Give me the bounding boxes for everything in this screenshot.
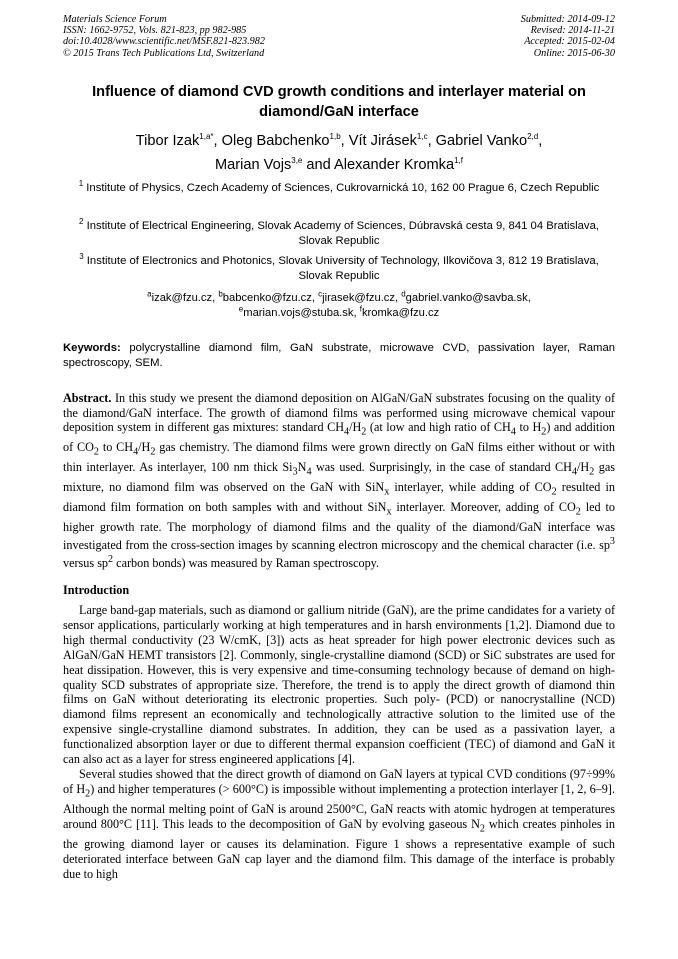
keywords-text: polycrystalline diamond film, GaN substrate, microwave CVD, passivation layer, Raman spectroscopy, SEM. [63, 342, 616, 369]
abstract-text: /H [138, 440, 151, 455]
author-name: Vít Jirásek [348, 133, 417, 149]
subscript: 2 [361, 426, 367, 438]
keywords-label: Keywords: [63, 342, 121, 354]
author-separator: and [302, 157, 335, 173]
email-mark: f [359, 303, 362, 313]
author-list [63, 129, 615, 177]
submitted-date: Submitted: 2014-09-12 [520, 14, 615, 25]
revised-date: Revised: 2014-11-21 [530, 25, 615, 37]
keywords [63, 341, 615, 370]
abstract-text: N [297, 460, 307, 475]
paragraph: Large band-gap materials, such as diamond or gallium nitride (GaN), are the prime candidates for a variety of sensor applications, particularly working at high temperatures and in harsh environments [1,2]. Diamond due to high thermal conductivity (23 W/cmK, [3]) acts as heat spreader for high power electronic devices such as AlGaN/GaN HEMT transistors [2]. Commonly, single-crystalline diamond (SCD) or SiC substrates are used for heat dissipation. However, this is very expensive and time-consuming technology because of demand on high-quality SCD substrates of appropriate size. Therefore, the trend is to apply the direct growth of diamond thin films on GaN without deteriorating its electronic properties. Such poly- (PCD) or nanocrystalline (NCD) diamond films represent an economically and technologically attractive solution to the limited use of the expensive single-crystalline diamond substrates. In addition, they can be used as a passivation layer, a functionalized absorption layer or due to different thermal expansion coefficient (TEC) of diamond and GaN it can also act as a layer for stress engineered applications [4]. [63, 603, 615, 767]
email-mark: d [401, 289, 406, 299]
doi-line: doi:10.4028/www.scientific.net/MSF.821-823.982 [63, 36, 265, 48]
author-name: Gabriel Vanko [435, 133, 528, 149]
author-name: Oleg Babchenko [221, 133, 330, 149]
publication-dates [521, 14, 615, 59]
affiliation-number: 2 [79, 217, 84, 227]
abstract [63, 391, 615, 570]
paragraph [63, 767, 615, 882]
section-heading-introduction: Introduction [63, 583, 130, 597]
subscript: 2 [150, 446, 156, 458]
subscript: 2 [541, 426, 547, 438]
paragraph-text: ) and higher temperatures (> 600°C) is impossible without implementing a protection interlayer [1, 2, 6–9]. Although the normal melting point of GaN is around 2500°C, GaN reacts with atomic hydrogen at temperatures around 800°C [11]. This leads to the decomposition of GaN by evolving gaseous N [63, 781, 615, 832]
affiliation-3 [63, 254, 615, 283]
abstract-text: gas mixture, no diamond film was observed on the GaN with SiN [63, 460, 615, 495]
abstract-text: to H [515, 420, 542, 435]
subscript: 4 [133, 446, 139, 458]
author-separator: , [340, 133, 349, 149]
email-link[interactable]: babcenko@fzu.cz [222, 292, 312, 304]
email-link[interactable]: jirasek@fzu.cz [322, 292, 395, 304]
online-date: Online: 2015-06-30 [533, 47, 615, 59]
subscript: 3 [292, 466, 298, 478]
affiliation-text: Institute of Electrical Engineering, Slovak Academy of Sciences, Dúbravská cesta 9, 841 04 Bratislava, Slovak Republic [86, 220, 599, 247]
author-affiliation-mark: 3,e [291, 156, 303, 166]
email-list: $^a$izak@fzu.cz, $^b$babcenko@fzu.cz, $^c$jirasek@fzu.cz, $^d$gabriel.vanko@savba.sk, $^e$marian.vojs@stuba.sk, $^f$kromka@fzu.cz [147, 289, 531, 319]
author-affiliation-mark: 1,b [329, 132, 341, 142]
abstract-text: led to higher growth rate. The morphology of diamond films and the quality of the diamond/GaN interface was investigated from the cross-section images by scanning electron microscopy and the chemical character (i.e. sp [63, 500, 615, 552]
author-name: Alexander Kromka [334, 157, 455, 173]
subscript: 4 [344, 426, 350, 438]
journal-name: Materials Science Forum [63, 14, 167, 25]
abstract-text: ) and addition of CO [63, 420, 615, 455]
abstract-text: interlayer, while adding of CO [389, 480, 552, 495]
issn-line: ISSN: 1662-9752, Vols. 821-823, pp 982-985 [63, 25, 247, 37]
email-mark: c [318, 289, 323, 299]
email-mark: e [238, 303, 244, 313]
abstract-label: Abstract. [63, 391, 112, 405]
email-mark: a [147, 289, 152, 299]
affiliation-number: 3 [79, 252, 84, 262]
author-affiliation-mark: 1,a* [199, 132, 214, 142]
paragraph-text: Several studies showed that the direct growth of diamond on GaN layers at typical CVD conditions (97÷99% of H [63, 766, 615, 796]
subscript: x [384, 486, 390, 498]
superscript: 3 [609, 535, 615, 547]
author-separator: , [538, 133, 543, 149]
abstract-text: /H [349, 420, 362, 435]
journal-info [63, 14, 265, 59]
affiliation-text: Institute of Electronics and Photonics, Slovak University of Technology, Ilkovičova 3, 812 19 Bratislava, Slovak Republic [86, 255, 599, 282]
abstract-text: In this study we present the diamond deposition on AlGaN/GaN substrates focusing on the quality of the diamond/GaN interface. The growth of diamond films was performed using microwave chemical vapour deposition system in different gas mixtures: standard CH [63, 391, 615, 435]
superscript: 2 [108, 553, 114, 565]
abstract-text: carbon bonds) was measured by Raman spectroscopy. [113, 555, 380, 570]
author-affiliation-mark: 1,c [416, 132, 428, 142]
paper-title: Influence of diamond CVD growth conditions and interlayer material on diamond/GaN interface [92, 84, 586, 120]
author-separator: , [213, 133, 222, 149]
subscript: 2 [589, 466, 595, 478]
abstract-text: was used. Surprisingly, in the case of standard CH [311, 460, 572, 475]
abstract-text: interlayer. Moreover, adding of CO [391, 500, 576, 515]
author-affiliation-mark: 2,d [527, 132, 539, 142]
abstract-text: /H [577, 460, 590, 475]
affiliation-2 [63, 219, 615, 248]
abstract-text: to CH [99, 440, 134, 455]
email-link[interactable]: kromka@fzu.cz [361, 306, 440, 319]
subscript: 2 [93, 446, 99, 458]
abstract-text: gas chemistry. The diamond films were grown directly on GaN films either without or with thin interlayer. As interlayer, 100 nm thick Si [63, 440, 615, 475]
subscript: 4 [571, 466, 578, 478]
subscript: 2 [575, 506, 581, 518]
author-name: Tibor Izak [135, 133, 200, 149]
email-link[interactable]: marian.vojs@stuba.sk [243, 306, 354, 319]
author-name: Marian Vojs [215, 157, 292, 173]
introduction-body [63, 603, 615, 882]
affiliation-number: 1 [78, 179, 84, 189]
affiliation-1 [63, 181, 615, 196]
subscript: 2 [551, 486, 557, 498]
email-mark: b [218, 289, 223, 299]
subscript: 2 [479, 823, 485, 835]
subscript: x [386, 506, 392, 518]
email-link[interactable]: izak@fzu.cz [151, 292, 213, 304]
author-affiliation-mark: 1,f [454, 156, 463, 166]
subscript: 4 [306, 466, 312, 478]
accepted-date: Accepted: 2015-02-04 [524, 36, 615, 48]
subscript: 4 [510, 426, 516, 438]
affiliation-text: Institute of Physics, Czech Academy of Sciences, Cukrovarnická 10, 162 00 Prague 6, Czech Republic [86, 182, 600, 194]
email-link[interactable]: gabriel.vanko@savba.sk [405, 292, 528, 304]
abstract-text: versus sp [63, 555, 109, 570]
abstract-text: (at low and high ratio of CH [366, 420, 511, 435]
paragraph-text: which creates pinholes in the growing diamond layer or causes its delamination. Figure 1 shows a representative example of such deteriorated interface between GaN cap layer and the diamond film. This damage of the interface is probably due to high [63, 817, 616, 882]
abstract-text: resulted in diamond film formation on both samples with and without SiN [63, 480, 615, 515]
copyright-line: © 2015 Trans Tech Publications Ltd, Switzerland [63, 47, 265, 59]
author-separator: , [427, 133, 436, 149]
subscript: 2 [85, 788, 91, 800]
